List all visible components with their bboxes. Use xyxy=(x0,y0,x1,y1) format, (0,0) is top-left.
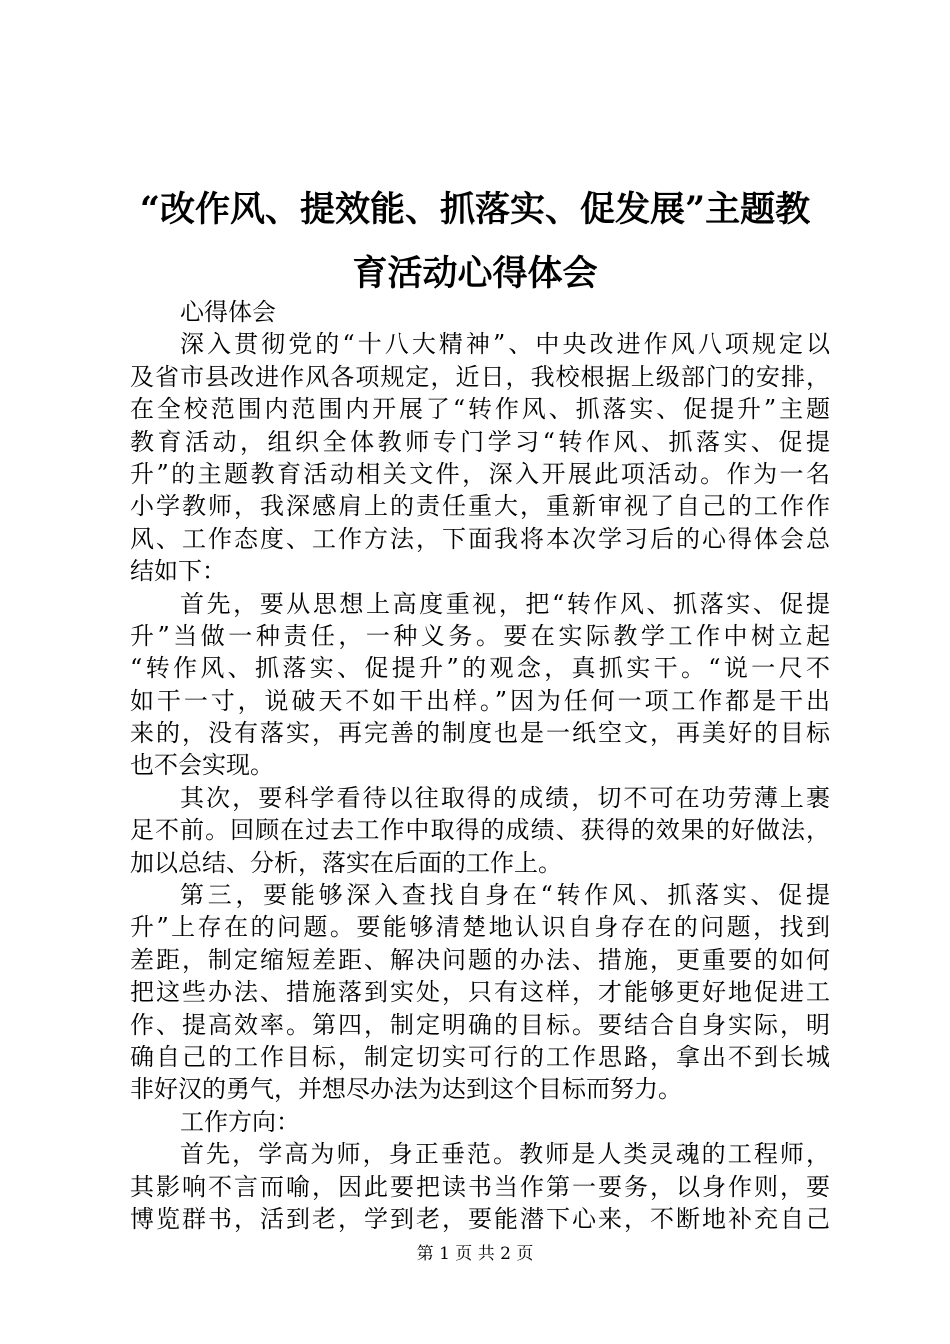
paragraph-line: 第三，要能够深入查找自身在“转作风、抓落实、促提 xyxy=(180,881,830,910)
document-title-line-1: “改作风、提效能、抓落实、促发展”主题教 xyxy=(139,189,811,230)
paragraph-line: 小学教师，我深感肩上的责任重大，重新审视了自己的工作作 xyxy=(130,492,830,521)
paragraph-line: 结如下： xyxy=(130,557,226,586)
paragraph-line: 来的，没有落实，再完善的制度也是一纸空文，再美好的目标 xyxy=(130,719,830,748)
document-body xyxy=(130,296,830,1235)
paragraph-line: 首先，学高为师，身正垂范。教师是人类灵魂的工程师， xyxy=(180,1140,830,1169)
paragraph-line: 及省市县改进作风各项规定，近日，我校根据上级部门的安排， xyxy=(130,362,830,391)
paragraph-line: 作、提高效率。第四，制定明确的目标。要结合自身实际，明 xyxy=(130,1010,830,1039)
paragraph-line: 升”上存在的问题。要能够清楚地认识自身存在的问题，找到 xyxy=(130,913,830,942)
paragraph-line: 确自己的工作目标，制定切实可行的工作思路，拿出不到长城 xyxy=(130,1042,830,1071)
paragraph-line: 在全校范围内范围内开展了“转作风、抓落实、促提升”主题 xyxy=(130,395,830,424)
paragraph-line: 深入贯彻党的“十八大精神”、中央改进作风八项规定以 xyxy=(180,330,830,359)
paragraph-line: 升”当做一种责任，一种义务。要在实际教学工作中树立起 xyxy=(130,621,830,650)
paragraph-line: 风、工作态度、工作方法，下面我将本次学习后的心得体会总 xyxy=(130,524,830,553)
paragraph-line: 首先，要从思想上高度重视，把“转作风、抓落实、促提 xyxy=(180,589,830,618)
paragraph-line: 也不会实现。 xyxy=(130,751,274,780)
paragraph-line: “转作风、抓落实、促提升”的观念，真抓实干。“说一尺不 xyxy=(130,654,830,683)
section-heading: 心得体会 xyxy=(180,298,276,326)
paragraph-line: 差距，制定缩短差距、解决问题的办法、措施，更重要的如何 xyxy=(130,945,830,974)
paragraph-line: 把这些办法、措施落到实处，只有这样，才能够更好地促进工 xyxy=(130,978,830,1007)
paragraph-line: 足不前。回顾在过去工作中取得的成绩、获得的效果的好做法， xyxy=(130,816,830,845)
paragraph-line: 非好汉的勇气，并想尽办法为达到这个目标而努力。 xyxy=(130,1075,682,1104)
paragraph-line: 加以总结、分析，落实在后面的工作上。 xyxy=(130,848,562,877)
paragraph-line: 其次，要科学看待以往取得的成绩，切不可在功劳薄上裹 xyxy=(180,783,830,812)
section-heading: 工作方向： xyxy=(180,1107,300,1136)
page-footer: 第 1 页 共 2 页 xyxy=(416,1244,534,1264)
document-title-line-2: 育活动心得体会 xyxy=(352,253,598,294)
paragraph-line: 教育活动，组织全体教师专门学习“转作风、抓落实、促提 xyxy=(130,427,830,456)
paragraph-line: 升”的主题教育活动相关文件，深入开展此项活动。作为一名 xyxy=(130,459,830,488)
paragraph-line: 其影响不言而喻，因此要把读书当作第一要务，以身作则，要 xyxy=(130,1172,830,1201)
paragraph-line: 博览群书，活到老，学到老，要能潜下心来，不断地补充自己 xyxy=(130,1204,830,1233)
paragraph-line: 如干一寸，说破天不如干出样。”因为任何一项工作都是干出 xyxy=(130,686,830,715)
